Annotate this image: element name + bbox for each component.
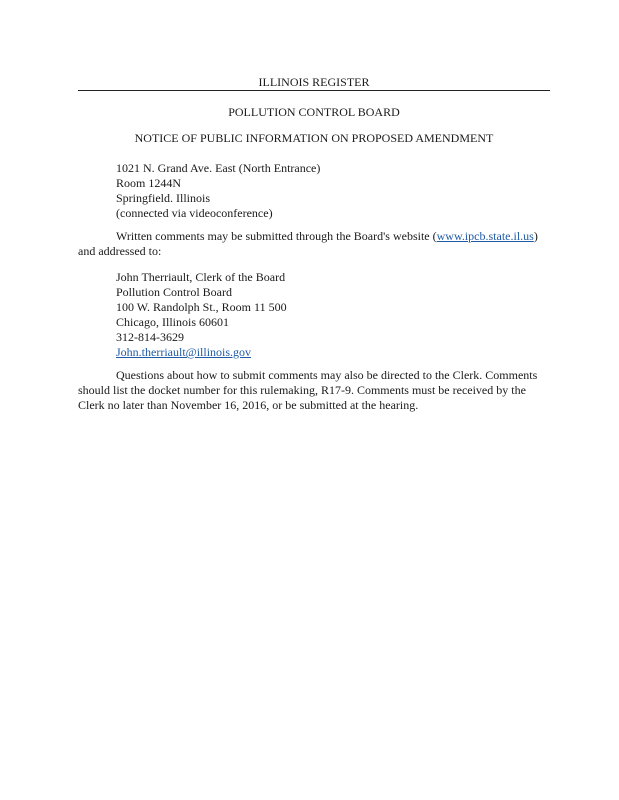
clerk-phone: 312-814-3629 <box>116 330 184 344</box>
location-line: 1021 N. Grand Ave. East (North Entrance) <box>116 161 321 175</box>
notice-title: NOTICE OF PUBLIC INFORMATION ON PROPOSED AMENDMENT <box>134 131 494 145</box>
questions-line: Clerk no later than November 16, 2016, or be submitted at the hearing. <box>78 398 419 412</box>
board-name: POLLUTION CONTROL BOARD <box>228 105 400 119</box>
questions-line: should list the docket number for this rulemaking, R17-9. Comments must be received by the <box>78 383 526 397</box>
location-line: (connected via videoconference) <box>116 206 273 220</box>
clerk-name: John Therriault, Clerk of the Board <box>116 270 286 284</box>
board-website-link[interactable]: www.ipcb.state.il.us <box>436 229 534 243</box>
questions-paragraph <box>78 368 550 413</box>
clerk-organization: Pollution Control Board <box>116 285 233 299</box>
clerk-email-link[interactable]: John.therriault@illinois.gov <box>116 345 252 359</box>
questions-line: Questions about how to submit comments may also be directed to the Clerk. Comments <box>116 368 538 382</box>
written-comments-intro: Written comments may be submitted through the Board's website ( <box>116 229 437 243</box>
clerk-city: Chicago, Illinois 60601 <box>116 315 229 329</box>
written-comments-text <box>78 229 550 244</box>
written-comments-close: ) <box>533 229 538 243</box>
clerk-street: 100 W. Randolph St., Room 11 500 <box>116 300 287 314</box>
header-divider <box>78 90 550 91</box>
written-comments-paragraph <box>78 229 550 259</box>
hearing-location <box>116 161 550 221</box>
register-title: ILLINOIS REGISTER <box>258 75 370 89</box>
clerk-contact <box>116 270 550 360</box>
location-line: Springfield. Illinois <box>116 191 210 205</box>
written-comments-continuation: and addressed to: <box>78 244 162 258</box>
location-line: Room 1244N <box>116 176 182 190</box>
